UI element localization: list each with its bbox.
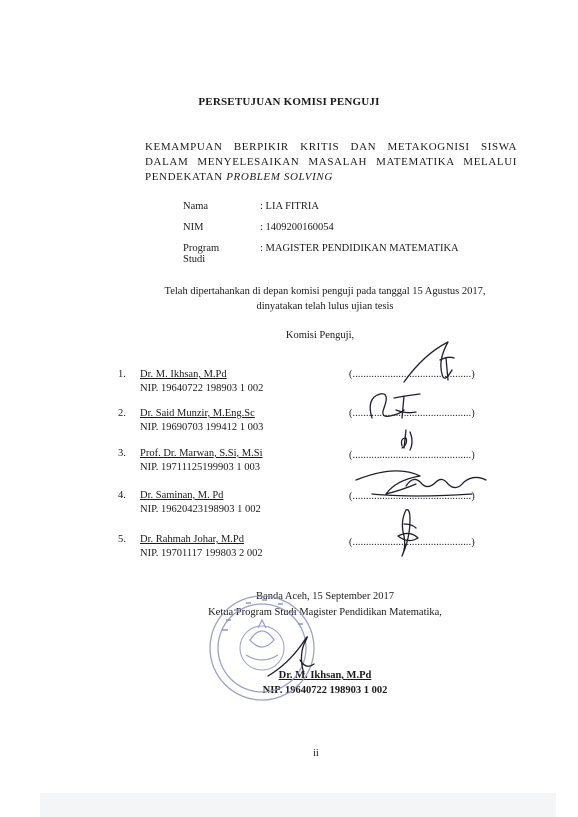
student-info-value: : LIA FITRIA — [260, 201, 319, 212]
signature-line: (............................................) — [349, 369, 475, 380]
closing-place-date: Banda Aceh, 15 September 2017 — [256, 591, 394, 602]
closing-nip: NIP. 19640722 198903 1 002 — [262, 685, 388, 696]
member-number: 1. — [118, 369, 126, 380]
student-info-value: : MAGISTER PENDIDIKAN MATEMATIKA — [260, 243, 459, 254]
thesis-title-line-1: KEMAMPUAN BERPIKIR KRITIS DAN METAKOGNISI SISWA — [145, 141, 517, 153]
thesis-title-line-2: DALAM MENYELESAIKAN MASALAH MATEMATIKA MELALUI — [145, 156, 517, 168]
signature-2 — [370, 394, 420, 418]
member-number: 3. — [118, 448, 126, 459]
member-number: 2. — [118, 408, 126, 419]
member-nip: NIP. 19711125199903 1 003 — [140, 462, 260, 473]
student-info-value: : 1409200160054 — [260, 222, 334, 233]
member-name: Dr. M. Ikhsan, M.Pd — [140, 369, 227, 380]
closing-name-text: Dr. M. Ikhsan, M.Pd — [278, 670, 372, 681]
defense-statement-line-1: Telah dipertahankan di depan komisi penguji pada tanggal 15 Agustus 2017, — [164, 286, 486, 297]
member-name: Dr. Rahmah Johar, M.Pd — [140, 534, 244, 545]
signature-1 — [404, 342, 454, 382]
member-number: 5. — [118, 534, 126, 545]
page-bottom-band — [40, 793, 556, 817]
signature-line: (............................................) — [349, 408, 475, 419]
member-nip: NIP. 19620423198903 1 002 — [140, 504, 261, 515]
signature-line: (............................................) — [349, 450, 475, 461]
student-info-label: Program Studi — [183, 243, 220, 265]
member-nip: NIP. 19701117 199803 2 002 — [140, 548, 263, 559]
closing-position: Ketua Program Studi Magister Pendidikan Matematika, — [208, 607, 442, 618]
page-number: ii — [313, 748, 319, 759]
member-nip: NIP. 19640722 198903 1 002 — [140, 383, 264, 394]
signature-line: (............................................) — [349, 491, 475, 502]
signature-3 — [402, 430, 413, 450]
signature-4 — [356, 471, 486, 496]
member-name: Dr. Saminan, M. Pd — [140, 490, 224, 501]
committee-heading: Komisi Penguji, — [285, 330, 355, 341]
thesis-title-prefix: PENDEKATAN — [145, 171, 227, 183]
member-nip: NIP. 19690703 199412 1 003 — [140, 422, 264, 433]
signature-line: (............................................) — [349, 537, 475, 548]
member-name: Prof. Dr. Marwan, S.Si, M.Si — [140, 448, 263, 459]
defense-statement-line-2: dinyatakan telah lulus ujian tesis — [256, 301, 394, 312]
signature-closing — [268, 637, 314, 676]
student-info-label: NIM — [183, 222, 204, 233]
page-title: PERSETUJUAN KOMISI PENGUJI — [198, 96, 380, 108]
thesis-title-italic: PROBLEM SOLVING — [226, 171, 333, 183]
student-info-label: Nama — [183, 201, 209, 212]
member-number: 4. — [118, 490, 126, 501]
signature-5 — [398, 510, 418, 556]
member-name: Dr. Said Munzir, M.Eng.Sc — [140, 408, 255, 419]
